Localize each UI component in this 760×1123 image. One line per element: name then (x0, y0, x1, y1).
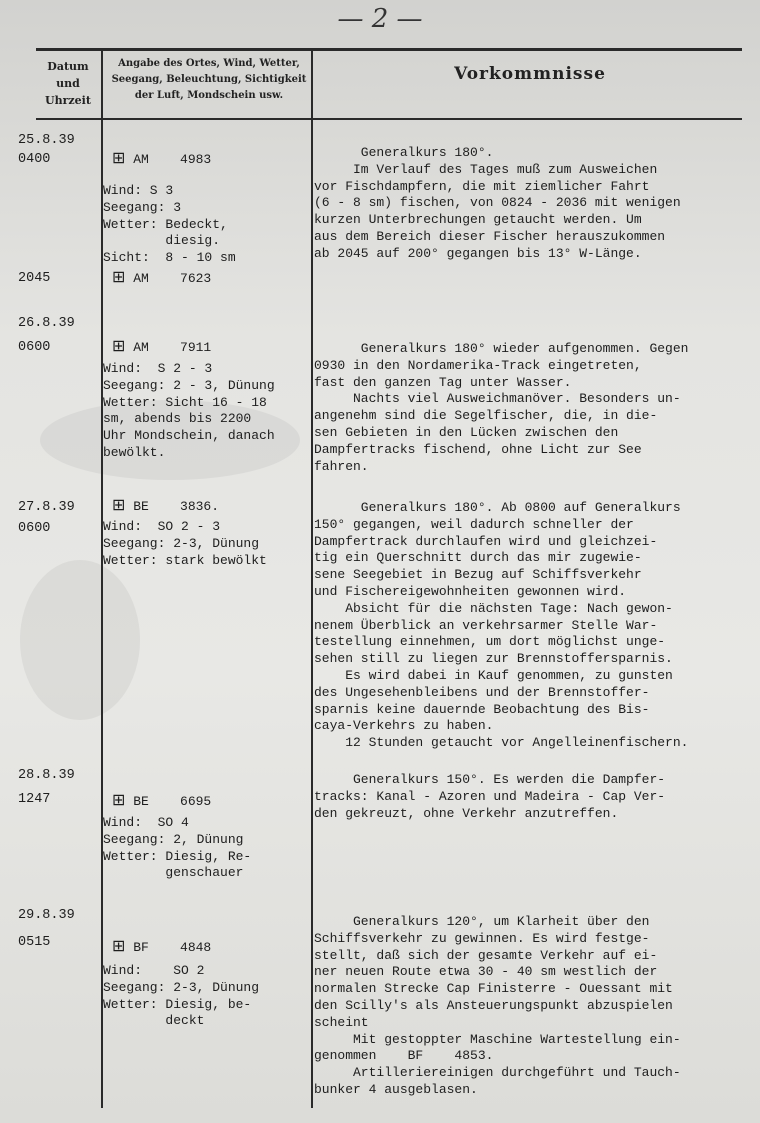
entry-weather: Wind: S 3 Seegang: 3 Wetter: Bedeckt, diesig. Sicht: 8 - 10 sm (103, 183, 236, 266)
header-events: Vorkommnisse (454, 64, 606, 84)
page-number: — 2 — (337, 4, 423, 34)
entry-weather: Wind: SO 2 Seegang: 2-3, Dünung Wetter: Diesig, be- deckt (103, 963, 260, 1029)
entry-weather: Wind: SO 4 Seegang: 2, Dünung Wetter: Diesig, Re- genschauer (103, 815, 252, 881)
entry-events: Generalkurs 180°. Im Verlauf des Tages muß zum Ausweichen vor Fischdampfern, die mit ziemlicher Fahrt (6 - 8 sm) fischen, von 0824 - 2036 mit wenigen kurzen Unterbrechungen getaucht werden. Um aus dem Bereich dieser Fischer herauszukommen ab 2045 auf 200° gegangen bis 13° W-Länge. (314, 145, 681, 261)
entry-date: 29.8.39 (18, 908, 75, 923)
entry-weather: Wind: S 2 - 3 Seegang: 2 - 3, Dünung Wetter: Sicht 16 - 18 sm, abends bis 2200 Uhr Mondschein, danach bewölkt. (103, 361, 275, 460)
entry-position: ⊞ BE 3836. (112, 495, 220, 514)
entry-time: 2045 (18, 271, 51, 286)
grid-square-icon: ⊞ (112, 495, 126, 514)
entry-events: Generalkurs 150°. Es werden die Dampfer- tracks: Kanal - Azoren und Madeira - Cap Ver- den gekreuzt, ohne Verkehr anzutreffen. (314, 772, 666, 821)
entry-position: ⊞ BE 6695 (112, 790, 212, 809)
entry-time: 1247 (18, 792, 51, 807)
entry-date: 28.8.39 (18, 768, 75, 783)
entry-date: 25.8.39 (18, 133, 75, 148)
entry-time: 0600 (18, 521, 51, 536)
table-top-rule (36, 48, 742, 51)
header-date-time: Datum und Uhrzeit (45, 60, 91, 107)
entry-position: ⊞ AM 4983 (112, 148, 212, 167)
header-bottom-rule (36, 118, 742, 120)
entry-position: ⊞ AM 7623 (112, 267, 212, 286)
entry-events: Generalkurs 120°, um Klarheit über den Schiffsverkehr zu gewinnen. Es wird festge- stellt, daß sich der gesamte Verkehr auf ei- ner neuen Route etwa 30 - 40 sm westlich der normalen Strecke Cap Finisterre - Ouessant mit den Scilly's als Ansteuerungspunkt abzuspielen scheint Mit gestoppter Maschine Wartestellung ein- genommen BF 4853. Artilleriereinigen durchgeführt und Tauch- bunker 4 ausgeblasen. (314, 914, 681, 1097)
entry-position: ⊞ BF 4848 (112, 936, 212, 955)
entry-events: Generalkurs 180°. Ab 0800 auf Generalkurs 150° gegangen, weil dadurch schneller der Dampfertrack durchlaufen wird und gleichzei- tig ein Querschnitt durch das mir zugewie- sene Seegebiet in Bezug auf Schiffsverkehr und Fischereigewohnheiten gewonnen wird. Absicht für die nächsten Tage: Nach gewon- nenem Überblick an verkehrsarmer Stelle War- testellung einnehmen, um dort möglichst unge- sehen still zu liegen zur Brennstoffersparnis. Es wird dabei in Kauf genommen, zu gunsten des Ungesehenbleibens und der Brennstoffer- sparnis keine dauernde Beobachtung des Bis- caya-Verkehrs zu haben. 12 Stunden getaucht vor Angelleinenfischern. (314, 500, 689, 751)
entry-time: 0515 (18, 935, 51, 950)
grid-square-icon: ⊞ (112, 790, 126, 809)
entry-weather: Wind: SO 2 - 3 Seegang: 2-3, Dünung Wetter: stark bewölkt (103, 519, 267, 568)
entry-time: 0600 (18, 340, 51, 355)
column-divider-2 (311, 48, 313, 1108)
grid-square-icon: ⊞ (112, 336, 126, 355)
entry-date: 27.8.39 (18, 500, 75, 515)
grid-square-icon: ⊞ (112, 148, 126, 167)
entry-events: Generalkurs 180° wieder aufgenommen. Gegen 0930 in den Nordamerika-Track eingetreten, fast den ganzen Tag unter Wasser. Nachts viel Ausweichmanöver. Besonders un- angenehm sind die Segelfischer, die, in die- sen Gebieten in den Lücken zwischen den Dampfertracks fischend, ohne Licht zur See fahren. (314, 341, 689, 474)
entry-time: 0400 (18, 152, 51, 167)
entry-position: ⊞ AM 7911 (112, 336, 212, 355)
entry-date: 26.8.39 (18, 316, 75, 331)
paper-stain (20, 560, 140, 720)
header-place-weather: Angabe des Ortes, Wind, Wetter, Seegang, Beleuchtung, Sichtigkeit der Luft, Mondschein usw. (111, 58, 307, 101)
grid-square-icon: ⊞ (112, 936, 126, 955)
grid-square-icon: ⊞ (112, 267, 126, 286)
